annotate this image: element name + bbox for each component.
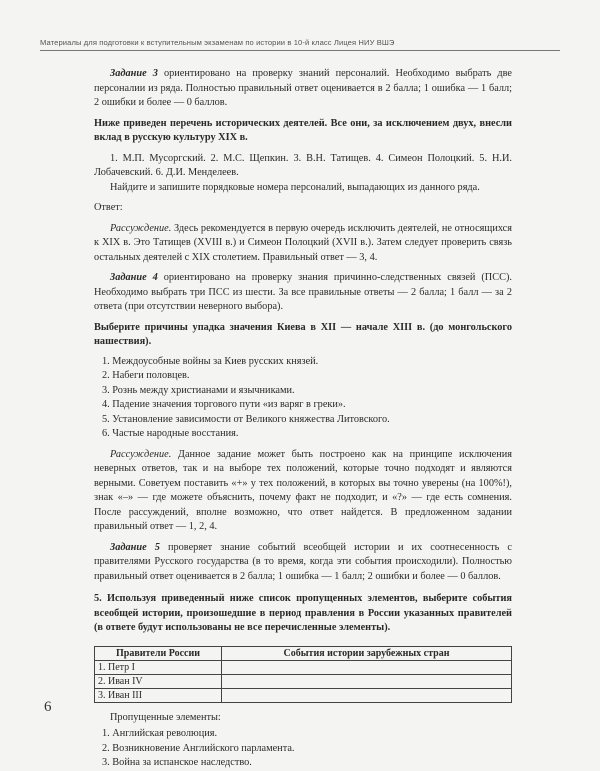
list-item: 2. Набеги половцев. — [102, 370, 190, 381]
table-cell: 3. Иван III — [95, 688, 222, 702]
rulers-table — [94, 646, 512, 703]
table-cell — [222, 688, 512, 702]
missing-elements-label: Пропущенные элементы: — [110, 711, 221, 723]
task4-options — [94, 355, 512, 442]
table-cell — [222, 674, 512, 688]
task4-question: Выберите причины упадка значения Киева в XII — начале XIII в. (до монгольского нашествия). — [94, 321, 512, 347]
list-item: 4. Падение значения торгового пути «из варяг в греки». — [102, 399, 346, 410]
table-cell: 2. Иван IV — [95, 674, 222, 688]
list-item: 1. Английская революция. — [102, 728, 218, 739]
list-item: 3. Рознь между христианами и язычниками. — [102, 384, 295, 396]
task3-answer-label: Ответ: — [94, 202, 123, 213]
table-cell: 1. Петр I — [95, 660, 222, 674]
task3-instruction: Найдите и запишите порядковые номера персоналий, выпадающих из данного ряда. — [110, 181, 480, 193]
list-item: 2. Возникновение Английского парламента. — [102, 742, 295, 754]
list-item: 1. Междоусобные войны за Киев русских князей. — [102, 355, 319, 367]
task3-reasoning: Рассуждение. Здесь рекомендуется в первую очередь исключить деятелей, не относящихся к XIX в. Это Татищев (XVIII в.) и Симеон Полоцкий (XVII в.). Затем следует проверить связь остальных деятелей с XIX столетием. Правильный ответ — 3, 4. — [94, 222, 512, 263]
page-number: 6 — [44, 699, 52, 715]
table-header: События истории зарубежных стран — [222, 646, 512, 660]
task4-reasoning: Рассуждение. Данное задание может быть построено как на принципе исключения неверных ответов, так и на выборе тех положений, которые точно подходят и являются верными. Советуем поставить «+» у тех положений, в которых вы точно уверены (на 100%!), знак «–» — где можете объяснить, почему факт не подходит, и «?» — где есть сомнения. После рассуждений, вполне возможно, что ответ найдется. В предложенном задании правильный ответ — 1, 2, 4. — [94, 448, 512, 532]
task4-intro: Задание 4 ориентировано на проверку знания причинно-следственных связей (ПСС). Необходимо выбрать три ПСС из шести. За все правильные ответы — 2 балла; 1 балл — за 2 ответа (при отсутствии неверного выбора). — [94, 272, 512, 312]
page-content — [94, 67, 512, 771]
table-row — [95, 660, 512, 674]
task5-intro: Задание 5 проверяет знание событий всеобщей истории и их соотнесенность с правителями Русского государства (в то время, когда эти события происходили). Полностью правильный ответ оценивается в 2 балла; 1 ошибка — 1 балл; 2 ошибки и более — 0 баллов. — [94, 541, 512, 582]
task3-question: Ниже приведен перечень исторических деятелей. Все они, за исключением двух, внесли вклад в русскую культуру XIX в. — [94, 117, 512, 143]
running-header: Материалы для подготовки к вступительным экзаменам по истории в 10-й класс Лицея НИУ ВШЭ — [40, 38, 560, 51]
missing-elements-list — [94, 727, 512, 771]
table-row — [95, 688, 512, 702]
task3-intro: Задание 3 ориентировано на проверку знаний персоналий. Необходимо выбрать две персоналии из ряда. Полностью правильный ответ оценивается в 2 балла; 1 ошибка — 1 балл; 2 ошибки и более — 0 баллов. — [94, 68, 512, 108]
task3-list: 1. М.П. Мусоргский. 2. М.С. Щепкин. 3. В.Н. Татищев. 4. Симеон Полоцкий. 5. Н.И. Лобачевский. 6. Д.И. Менделеев. — [94, 152, 512, 178]
table-cell — [222, 660, 512, 674]
table-header-row — [95, 646, 512, 660]
table-row — [95, 674, 512, 688]
task5-question: 5. Используя приведенный ниже список пропущенных элементов, выберите события всеобщей истории, произошедшие в период правления в России указанных правителей (в ответе будут использованы не все перечисленные элементы). — [94, 593, 512, 633]
list-item: 3. Война за испанское наследство. — [102, 757, 252, 768]
list-item: 5. Установление зависимости от Великого княжества Литовского. — [102, 413, 390, 425]
table-header: Правители России — [95, 646, 222, 660]
list-item: 6. Частые народные восстания. — [102, 428, 239, 439]
